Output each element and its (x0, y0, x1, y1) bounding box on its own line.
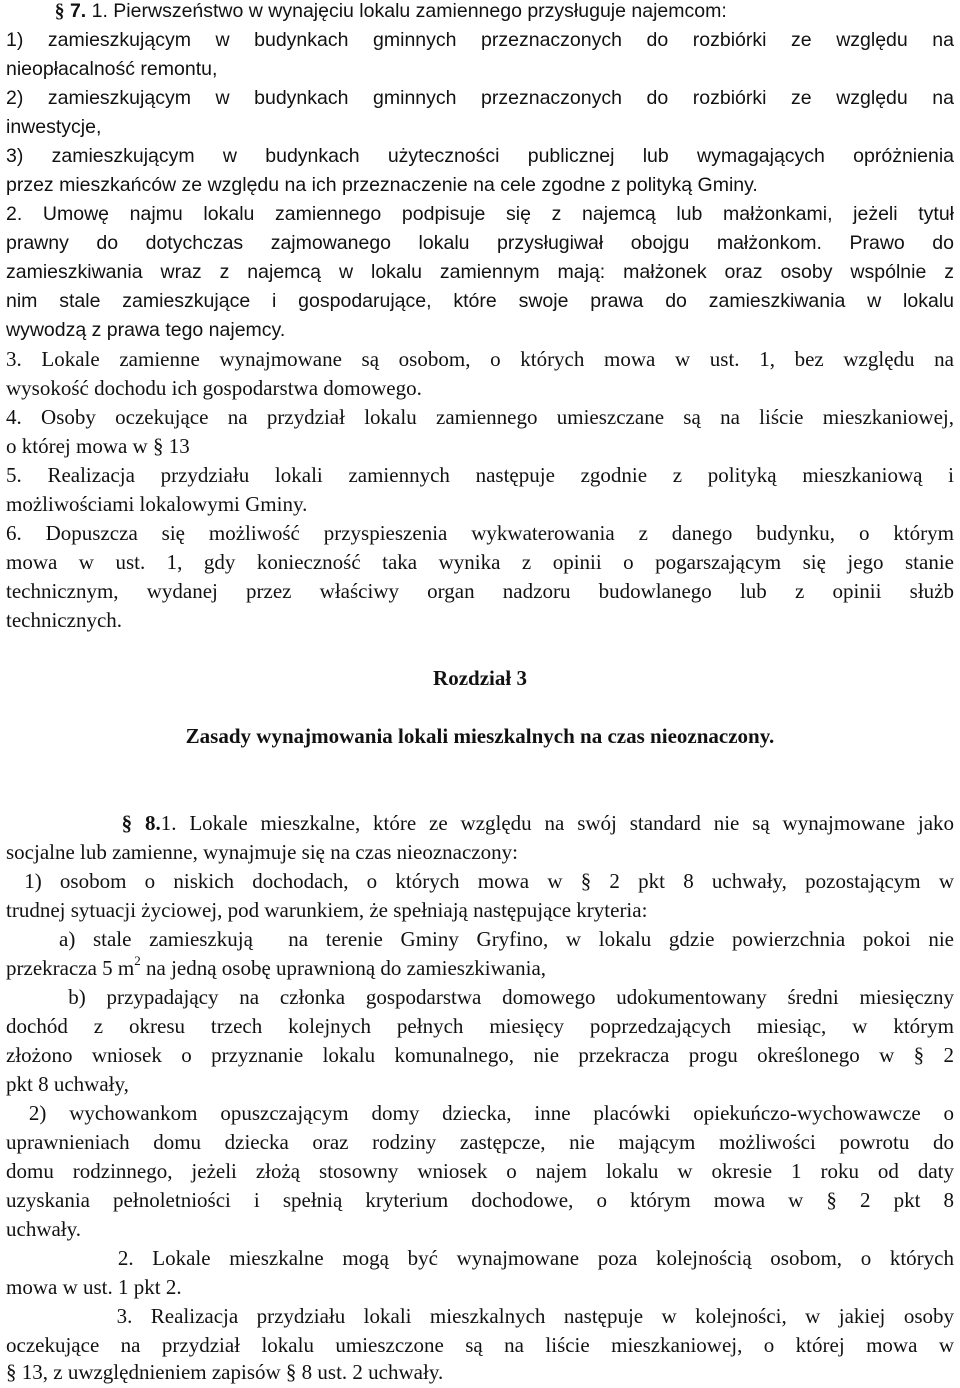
paragraph-line: mowa w ust. 1, gdy konieczność taka wynika z opinii o pogarszającym się jego stanie (6, 550, 954, 574)
section-7-heading-line (6, 0, 954, 24)
paragraph-line: b) przypadający na członka gospodarstwa domowego udokumentowany średni miesięczny (6, 985, 954, 1009)
paragraph-line: 3. Realizacja przydziału lokali mieszkalnych następuje w kolejności, w jakiej osoby (6, 1304, 954, 1328)
text-after-sup: na jedną osobę uprawnioną do zamieszkiwania, (140, 956, 547, 980)
paragraph-line: technicznym, wydanej przez właściwy organ nadzoru budowlanego lub z opinii służb (6, 579, 954, 603)
paragraph-line: a) stale zamieszkują na terenie Gminy Gryfino, w lokalu gdzie powierzchnia pokoi nie (6, 927, 954, 951)
paragraph-line: 1) osobom o niskich dochodach, o których mowa w § 2 pkt 8 uchwały, pozostającym w (6, 869, 954, 893)
paragraph-line (6, 953, 954, 980)
paragraph-line: 5. Realizacja przydziału lokali zamiennych następuje zgodnie z polityką mieszkaniową i (6, 463, 954, 487)
paragraph-line: trudnej sytuacji życiowej, pod warunkiem, że spełniają następujące kryteria: (6, 898, 648, 922)
paragraph-line: 1) zamieszkującym w budynkach gminnych przeznaczonych do rozbiórki ze względu na (6, 29, 954, 51)
paragraph-line: wywodzą z prawa tego najemcy. (6, 319, 286, 341)
paragraph-line: 3. Lokale zamienne wynajmowane są osobom, o których mowa w ust. 1, bez względu na (6, 347, 954, 371)
paragraph-line: 4. Osoby oczekujące na przydział lokalu zamiennego umieszczane są na liście mieszkaniowej, (6, 405, 954, 429)
paragraph-line: 3) zamieszkującym w budynkach użyteczności publicznej lub wymagających opróżnienia (6, 145, 954, 167)
chapter-subtitle: Zasady wynajmowania lokali mieszkalnych na czas nieoznaczony. (185, 724, 775, 748)
paragraph-line: nim stale zamieszkujące i gospodarujące, które swoje prawa do zamieszkiwania w lokalu (6, 290, 954, 312)
paragraph-line: uprawnieniach domu dziecka oraz rodziny zastępcze, nie mającym możliwości powrotu do (6, 1130, 954, 1154)
paragraph-line: 6. Dopuszcza się możliwość przyspieszenia wykwaterowania z danego budynku, o którym (6, 521, 954, 545)
paragraph-line: 2) zamieszkującym w budynkach gminnych przeznaczonych do rozbiórki ze względu na (6, 87, 954, 109)
section-symbol: § (54, 1, 65, 22)
paragraph-line: możliwościami lokalowymi Gminy. (6, 492, 308, 516)
paragraph-line: 2. Lokale mieszkalne mogą być wynajmowane poza kolejnością osobom, o których (6, 1246, 954, 1270)
section-symbol: § (121, 811, 133, 835)
paragraph-line: technicznych. (6, 608, 123, 632)
paragraph-line: uchwały. (6, 1217, 82, 1241)
paragraph-line: inwestycje, (6, 116, 102, 138)
paragraph-line: socjalne lub zamienne, wynajmuje się na czas nieoznaczony: (6, 840, 518, 864)
paragraph-line: prawny do dotychczas zajmowanego lokalu przysługiwał obojgu małżonkom. Prawo do (6, 232, 954, 254)
paragraph-text: 1. Lokale mieszkalne, które ze względu na swój standard nie są wynajmowane jako (160, 811, 955, 835)
paragraph-line: uzyskania pełnoletniości i spełnią kryterium dochodowe, o którym mowa w § 2 pkt 8 (6, 1188, 954, 1212)
paragraph-line: § 13, z uwzględnieniem zapisów § 8 ust. 2 uchwały. (6, 1360, 444, 1384)
paragraph-line: wysokość dochodu ich gospodarstwa domowego. (6, 376, 422, 400)
section-number: 7. (69, 0, 87, 22)
paragraph-line: 2) wychowankom opuszczającym domy dziecka, inne placówki opiekuńczo-wychowawcze o (6, 1101, 954, 1125)
paragraph-line: domu rodzinnego, jeżeli złożą stosowny wniosek o najem lokalu w okresie 1 roku od daty (6, 1159, 954, 1183)
paragraph-line: oczekujące na przydział lokalu umieszczone są na liście mieszkaniowej, o której mowa w (6, 1333, 954, 1357)
section-8-heading-line (6, 811, 954, 835)
paragraph-line: dochód z okresu trzech kolejnych pełnych miesięcy poprzedzających miesiąc, w którym (6, 1014, 954, 1038)
paragraph-line: zamieszkiwania wraz z najemcą w lokalu zamiennym mają: małżonek oraz osoby wspólnie z (6, 261, 954, 283)
paragraph-line: przez mieszkańców ze względu na ich przeznaczenie na cele zgodne z polityką Gminy. (6, 174, 758, 196)
paragraph-line: złożono wniosek o przyznanie lokalu komunalnego, nie przekracza progu określonego w § 2 (6, 1043, 954, 1067)
chapter-title: Rozdział 3 (433, 666, 527, 690)
paragraph-line: o której mowa w § 13 (6, 434, 190, 458)
paragraph-line: 2. Umowę najmu lokalu zamiennego podpisuje się z najemcą lub małżonkami, jeżeli tytuł (6, 203, 954, 225)
paragraph-text: 1. Pierwszeństwo w wynajęciu lokalu zamiennego przysługuje najemcom: (91, 0, 727, 22)
paragraph-line: nieopłacalność remontu, (6, 58, 218, 80)
paragraph-line: pkt 8 uchwały, (6, 1072, 129, 1096)
section-number: 8. (145, 811, 161, 835)
superscript: 2 (134, 953, 141, 968)
paragraph-line: mowa w ust. 1 pkt 2. (6, 1275, 182, 1299)
text-before-sup: przekracza 5 m (6, 956, 135, 980)
